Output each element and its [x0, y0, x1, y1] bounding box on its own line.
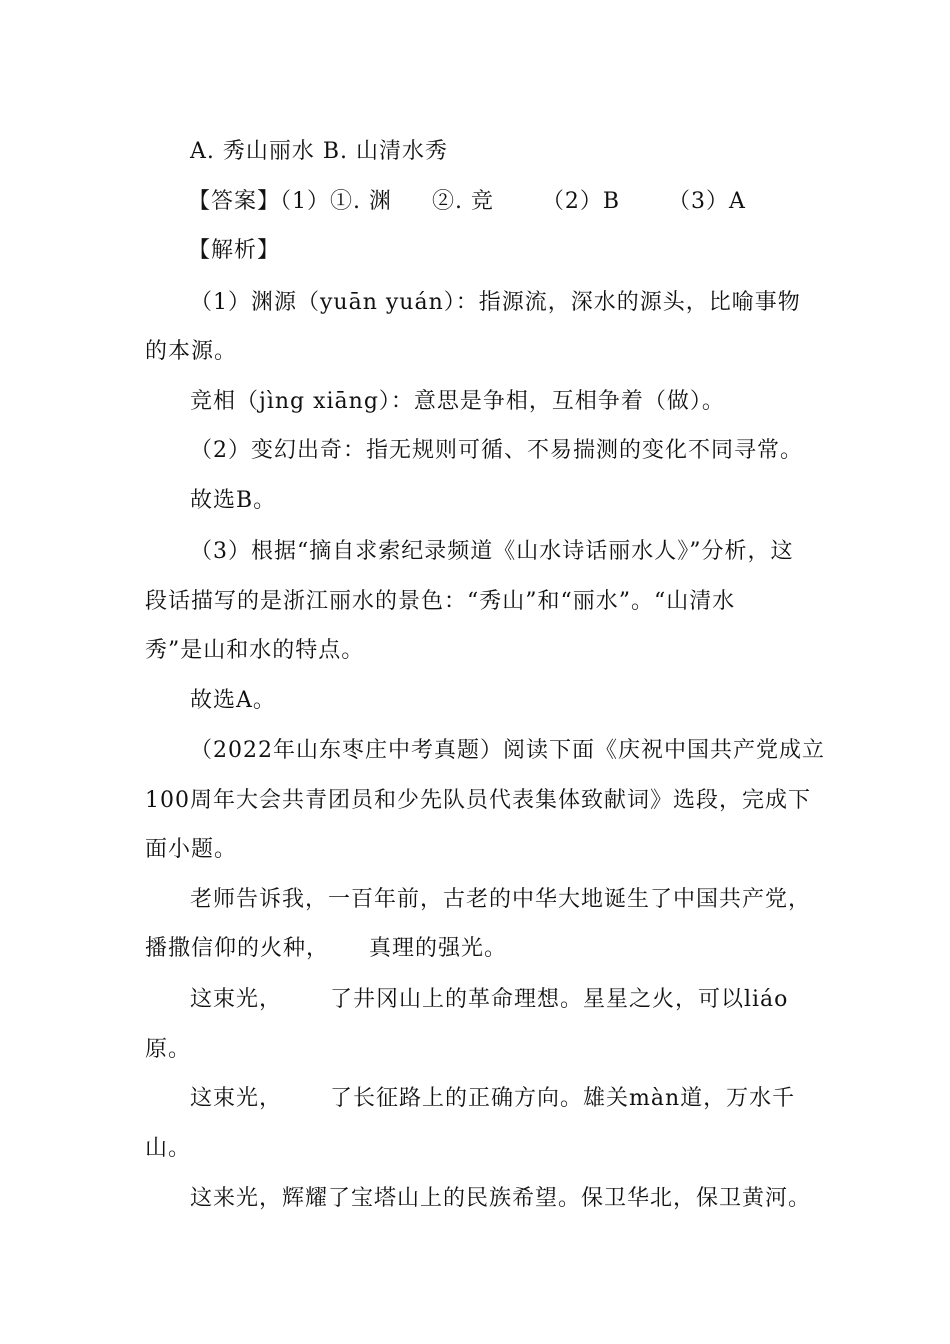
options-line: A. 秀山丽水 B. 山清水秀 [190, 139, 449, 164]
paragraph-8-line-1: 老师告诉我，一百年前，古老的中华大地诞生了中国共产党， [190, 887, 812, 912]
paragraph-1-line-2: 的本源。 [145, 339, 238, 364]
paragraph-2: 竞相（jìng xiāng）：意思是争相，互相争着（做）。 [190, 389, 725, 414]
paragraph-4: 故选B。 [190, 488, 277, 513]
paragraph-5-line-1: （3）根据“摘自求索纪录频道《山水诗话丽水人》”分析，这 [190, 539, 794, 564]
paragraph-6: 故选A。 [190, 688, 276, 713]
paragraph-10-line-1: 这束光， 了长征路上的正确方向。雄关màn道，万水千 [190, 1086, 796, 1111]
paragraph-10-line-2: 山。 [145, 1136, 192, 1161]
answer-line: 【答案】（1）①. 渊 ②. 竞 （2）B （3）A [188, 189, 746, 214]
analysis-heading: 【解析】 [188, 238, 281, 263]
paragraph-5-line-2: 段话描写的是浙江丽水的景色：“秀山”和“丽水”。“山清水 [145, 589, 736, 614]
paragraph-8-line-2: 播撒信仰的火种， 真理的强光。 [145, 936, 507, 961]
paragraph-11: 这来光，辉耀了宝塔山上的民族希望。保卫华北，保卫黄河。 [190, 1186, 812, 1211]
paragraph-7-line-3: 面小题。 [145, 837, 238, 862]
paragraph-9-line-1: 这束光， 了井冈山上的革命理想。星星之火，可以liáo [190, 987, 789, 1012]
paragraph-5-line-3: 秀”是山和水的特点。 [145, 638, 365, 663]
paragraph-7-line-2: 100周年大会共青团员和少先队员代表集体致献词》选段，完成下 [145, 788, 811, 813]
paragraph-9-line-2: 原。 [145, 1037, 192, 1062]
paragraph-1-line-1: （1）渊源（yuān yuán）：指源流，深水的源头，比喻事物 [190, 290, 801, 315]
paragraph-3: （2）变幻出奇：指无规则可循、不易揣测的变化不同寻常。 [190, 438, 803, 463]
paragraph-7-line-1: （2022年山东枣庄中考真题）阅读下面《庆祝中国共产党成立 [190, 738, 825, 763]
